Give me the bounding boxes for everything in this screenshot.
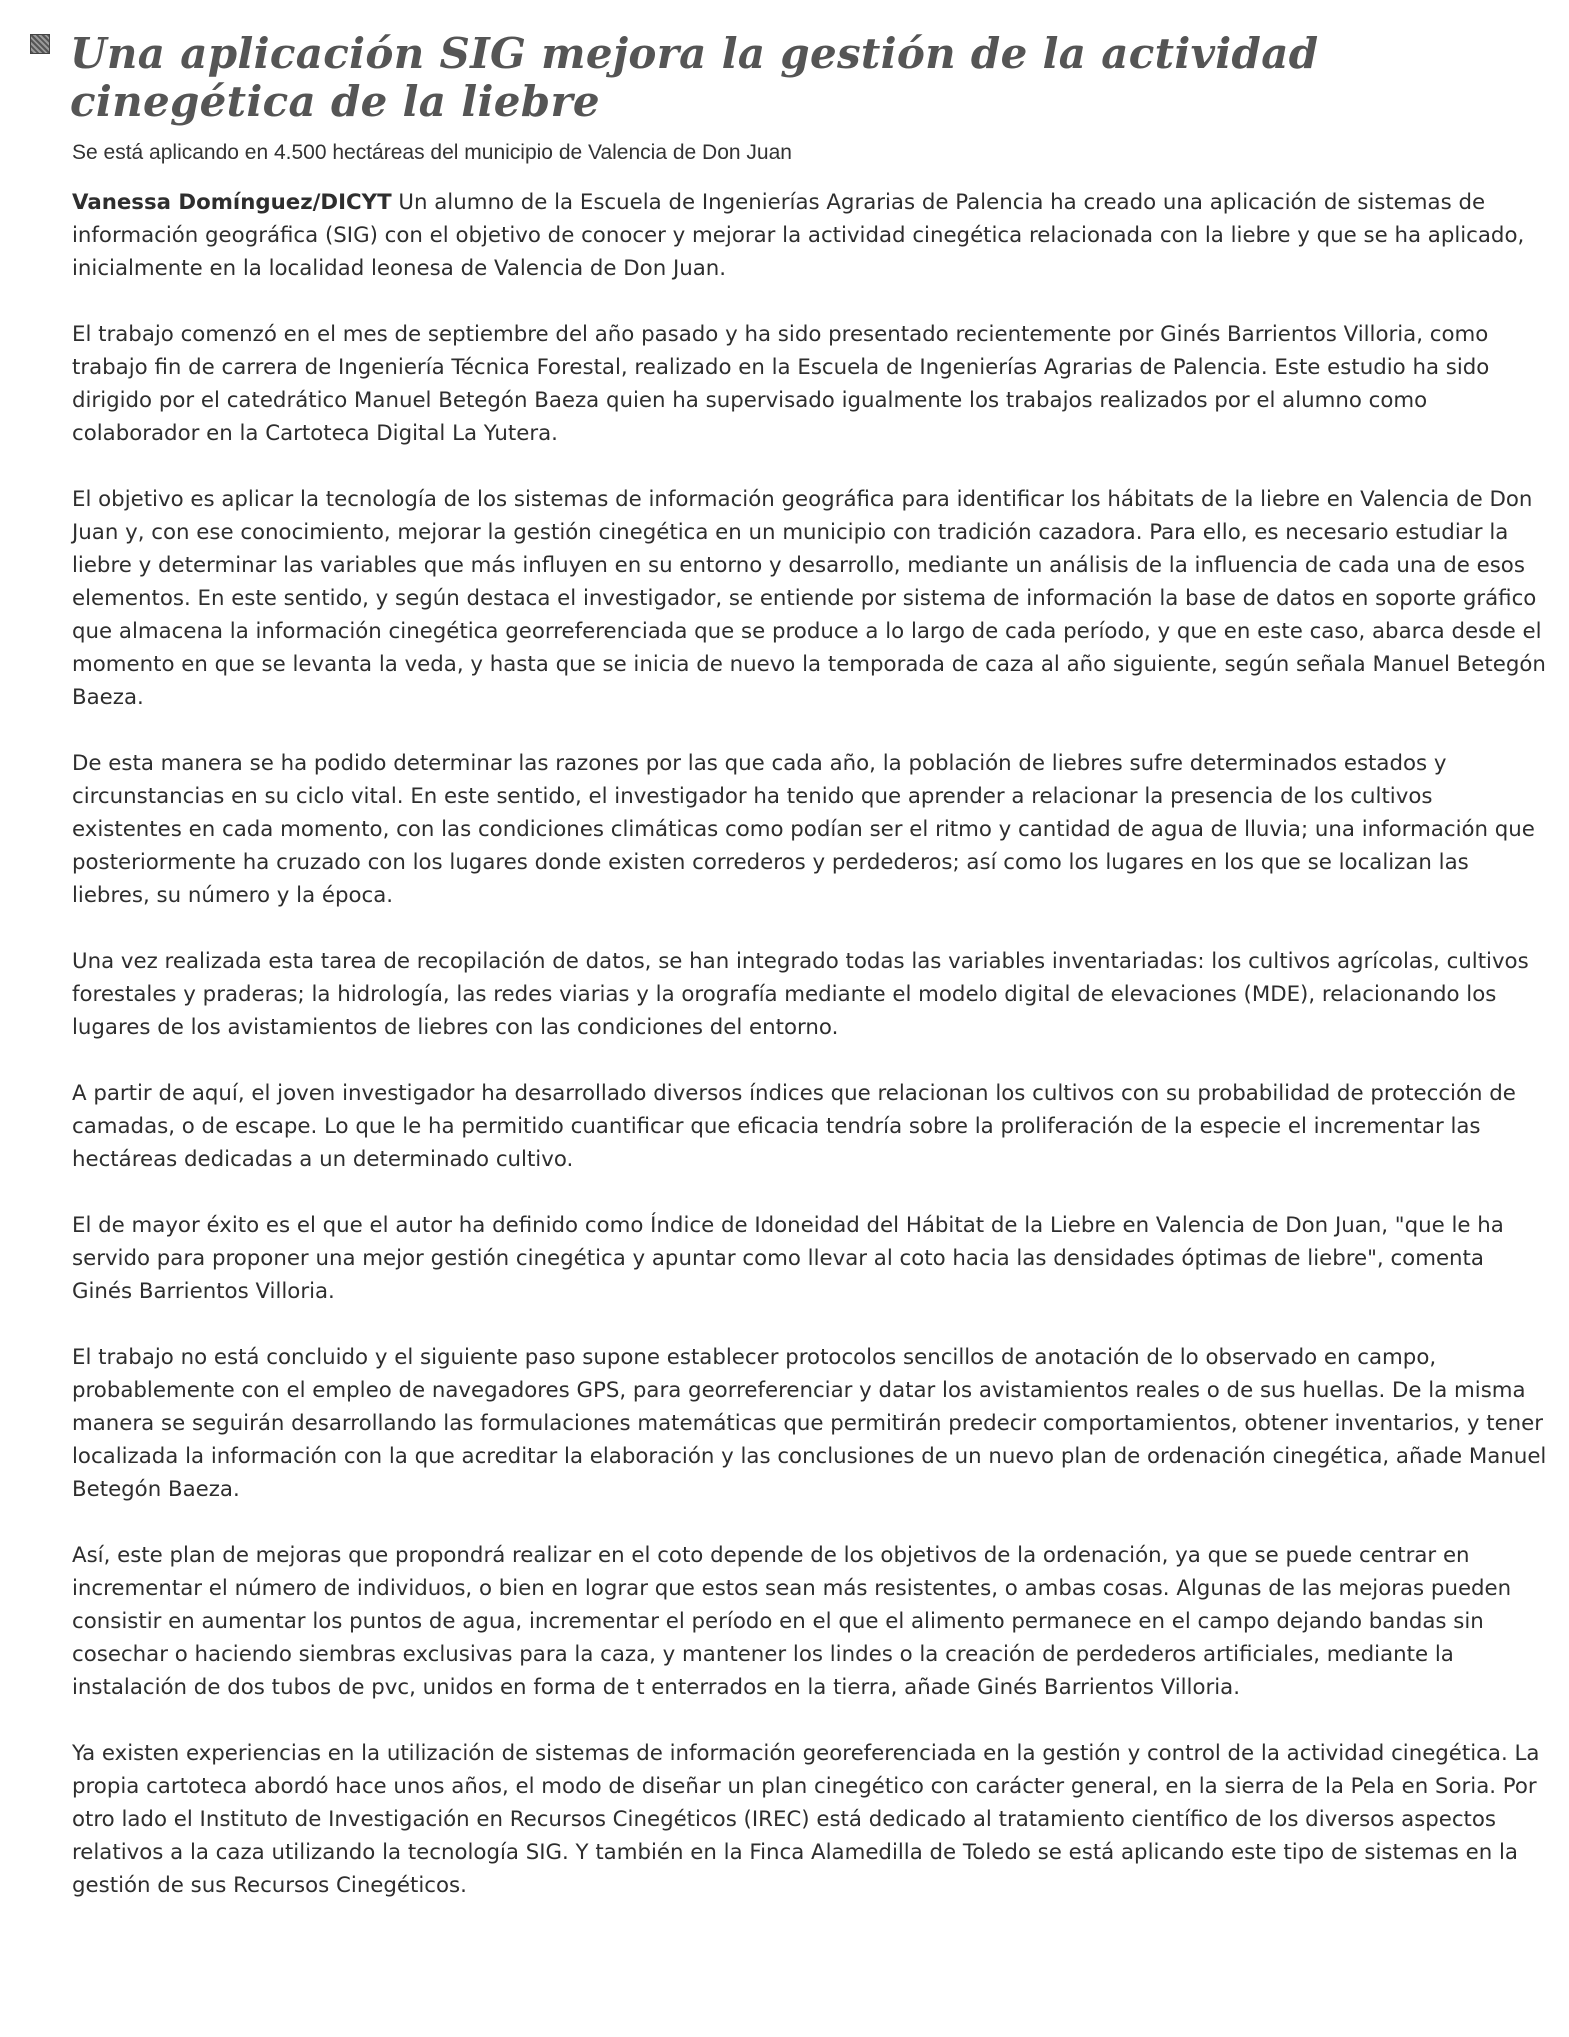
byline: Vanessa Domínguez/DICYT [72,190,392,215]
article-body [72,186,1547,1935]
paragraph-4: De esta manera se ha podido determinar las razones por las que cada año, la población de liebres sufre determinados estados y circunstancias en su ciclo vital. En este sentido, el investigador ha tenido que aprender a relacionar la presencia de los cultivos existentes en cada momento, con las condiciones climáticas como podían ser el ritmo y cantidad de agua de lluvia; una información que posteriormente ha cruzado con los lugares donde existen correderos y perdederos; así como los lugares en los que se localizan las liebres, su número y la época. [72,751,1535,908]
paragraph-2: El trabajo comenzó en el mes de septiembre del año pasado y ha sido presentado recientemente por Ginés Barrientos Villoria, como trabajo fin de carrera de Ingeniería Técnica Forestal, realizado en la Escuela de Ingenierías Agrarias de Palencia. Este estudio ha sido dirigido por el catedrático Manuel Betegón Baeza quien ha supervisado igualmente los trabajos realizados por el alumno como colaborador en la Cartoteca Digital La Yutera. [72,322,1490,446]
paragraph-1 [72,186,1547,285]
paragraph-10: Ya existen experiencias en la utilización de sistemas de información georeferenciada en la gestión y control de la actividad cinegética. La propia cartoteca abordó hace unos años, el modo de diseñar un plan cinegético con carácter general, en la sierra de la Pela en Soria. Por otro lado el Instituto de Investigación en Recursos Cinegéticos (IREC) está dedicado al tratamiento científico de los diversos aspectos relativos a la caza utilizando la tecnología SIG. Y también en la Finca Alamedilla de Toledo se está aplicando este tipo de sistemas en la gestión de sus Recursos Cinegéticos. [72,1741,1540,1898]
paragraph-5: Una vez realizada esta tarea de recopilación de datos, se han integrado todas las variables inventariadas: los cultivos agrícolas, cultivos forestales y praderas; la hidrología, las redes viarias y la orografía mediante el modelo digital de elevaciones (MDE), relacionando los lugares de los avistamientos de liebres con las condiciones del entorno. [72,949,1529,1040]
paragraph-3: El objetivo es aplicar la tecnología de los sistemas de información geográfica para identificar los hábitats de la liebre en Valencia de Don Juan y, con ese conocimiento, mejorar la gestión cinegética en un municipio con tradición cazadora. Para ello, es necesario estudiar la liebre y determinar las variables que más influyen en su entorno y desarrollo, mediante un análisis de la influencia de cada una de esos elementos. En este sentido, y según destaca el investigador, se entiende por sistema de información la base de datos en soporte gráfico que almacena la información cinegética georreferenciada que se produce a lo largo de cada período, y que en este caso, abarca desde el momento en que se levanta la veda, y hasta que se inicia de nuevo la temporada de caza al año siguiente, según señala Manuel Betegón Baeza. [72,487,1546,710]
paragraph-6: A partir de aquí, el joven investigador ha desarrollado diversos índices que relacionan los cultivos con su probabilidad de protección de camadas, o de escape. Lo que le ha permitido cuantificar que eficacia tendría sobre la proliferación de la especie el incrementar las hectáreas dedicadas a un determinado cultivo. [72,1081,1516,1172]
paragraph-8: El trabajo no está concluido y el siguiente paso supone establecer protocolos sencillos de anotación de lo observado en campo, probablemente con el empleo de navegadores GPS, para georreferenciar y datar los avistamientos reales o de sus huellas. De la misma manera se seguirán desarrollando las formulaciones matemáticas que permitirán predecir comportamientos, obtener inventarios, y tener localizada la información con la que acreditar la elaboración y las conclusiones de un nuevo plan de ordenación cinegética, añade Manuel Betegón Baeza. [72,1345,1547,1502]
article-subtitle: Se está aplicando en 4.500 hectáreas del municipio de Valencia de Don Juan [72,141,792,164]
paragraph-9: Así, este plan de mejoras que propondrá realizar en el coto depende de los objetivos de la ordenación, ya que se puede centrar en incrementar el número de individuos, o bien en lograr que estos sean más resistentes, o ambas cosas. Algunas de las mejoras pueden consistir en aumentar los puntos de agua, incrementar el período en el que el alimento permanece en el campo dejando bandas sin cosechar o haciendo siembras exclusivas para la caza, y mantener los lindes o la creación de perdederos artificiales, mediante la instalación de dos tubos de pvc, unidos en forma de t enterrados en la tierra, añade Ginés Barrientos Villoria. [72,1543,1512,1700]
paragraph-7: El de mayor éxito es el que el autor ha definido como Índice de Idoneidad del Hábitat de la Liebre en Valencia de Don Juan, "que le ha servido para proponer una mejor gestión cinegética y apuntar como llevar al coto hacia las densidades óptimas de liebre", comenta Ginés Barrientos Villoria. [72,1213,1504,1304]
square-bullet-icon [30,34,50,54]
paragraph-1-text: Un alumno de la Escuela de Ingenierías Agrarias de Palencia ha creado una aplicación de sistemas de información geográfica (SIG) con el objetivo de conocer y mejorar la actividad cinegética relacionada con la liebre y que se ha aplicado, inicialmente en la localidad leonesa de Valencia de Don Juan. [72,190,1525,281]
article-title: Una aplicación SIG mejora la gestión de la actividad cinegética de la liebre [70,29,1319,126]
